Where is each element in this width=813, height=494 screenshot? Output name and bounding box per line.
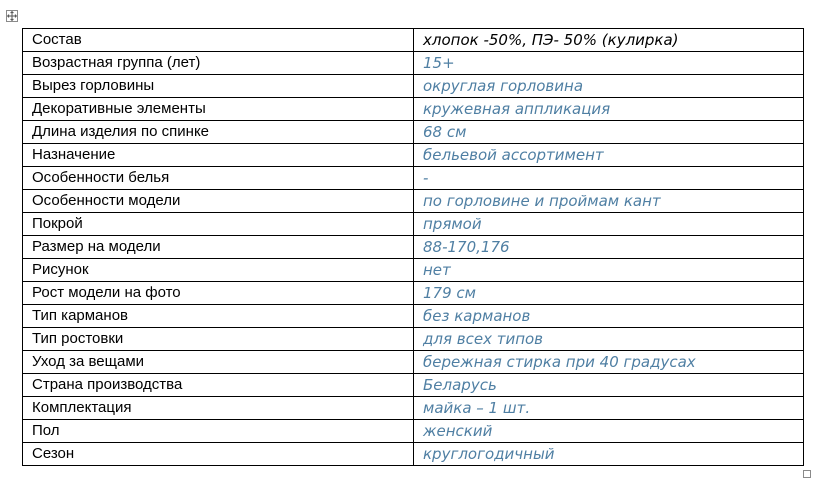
attribute-label: Декоративные элементы	[23, 98, 414, 121]
attribute-label: Тип ростовки	[23, 328, 414, 351]
attribute-label: Страна производства	[23, 374, 414, 397]
table-row	[23, 98, 804, 121]
attribute-value: для всех типов	[414, 328, 804, 351]
table-move-icon[interactable]	[6, 10, 18, 22]
table-row	[23, 144, 804, 167]
table-row	[23, 190, 804, 213]
attribute-value: хлопок -50%, ПЭ- 50% (кулирка)	[414, 29, 804, 52]
attribute-value: бережная стирка при 40 градусах	[414, 351, 804, 374]
attribute-value: округлая горловина	[414, 75, 804, 98]
table-row	[23, 167, 804, 190]
attribute-value: по горловине и проймам кант	[414, 190, 804, 213]
table-row	[23, 328, 804, 351]
attribute-value: 88-170,176	[414, 236, 804, 259]
attribute-label: Особенности белья	[23, 167, 414, 190]
attribute-value: нет	[414, 259, 804, 282]
attribute-label: Тип карманов	[23, 305, 414, 328]
attribute-value: майка – 1 шт.	[414, 397, 804, 420]
product-spec-table	[22, 28, 804, 466]
attribute-value: бельевой ассортимент	[414, 144, 804, 167]
table-row	[23, 75, 804, 98]
attribute-value: прямой	[414, 213, 804, 236]
table-row	[23, 52, 804, 75]
table-row	[23, 374, 804, 397]
attribute-label: Пол	[23, 420, 414, 443]
attribute-label: Уход за вещами	[23, 351, 414, 374]
table-row	[23, 443, 804, 466]
table-row	[23, 351, 804, 374]
table-row	[23, 213, 804, 236]
attribute-label: Вырез горловины	[23, 75, 414, 98]
table-row	[23, 420, 804, 443]
attribute-label: Покрой	[23, 213, 414, 236]
attribute-label: Рост модели на фото	[23, 282, 414, 305]
attribute-label: Сезон	[23, 443, 414, 466]
table-row	[23, 397, 804, 420]
attribute-label: Состав	[23, 29, 414, 52]
attribute-label: Возрастная группа (лет)	[23, 52, 414, 75]
attribute-label: Назначение	[23, 144, 414, 167]
table-row	[23, 282, 804, 305]
attribute-value: -	[414, 167, 804, 190]
attribute-value: Беларусь	[414, 374, 804, 397]
attribute-value: 68 см	[414, 121, 804, 144]
attribute-value: кружевная аппликация	[414, 98, 804, 121]
attribute-label: Длина изделия по спинке	[23, 121, 414, 144]
attribute-value: круглогодичный	[414, 443, 804, 466]
spec-table-body	[23, 29, 804, 466]
table-row	[23, 259, 804, 282]
attribute-label: Рисунок	[23, 259, 414, 282]
table-row	[23, 121, 804, 144]
attribute-value: 179 см	[414, 282, 804, 305]
attribute-label: Особенности модели	[23, 190, 414, 213]
attribute-label: Комплектация	[23, 397, 414, 420]
table-resize-icon[interactable]	[803, 470, 811, 478]
attribute-value: без карманов	[414, 305, 804, 328]
table-row	[23, 29, 804, 52]
attribute-value: женский	[414, 420, 804, 443]
table-row	[23, 305, 804, 328]
attribute-value: 15+	[414, 52, 804, 75]
attribute-label: Размер на модели	[23, 236, 414, 259]
table-row	[23, 236, 804, 259]
